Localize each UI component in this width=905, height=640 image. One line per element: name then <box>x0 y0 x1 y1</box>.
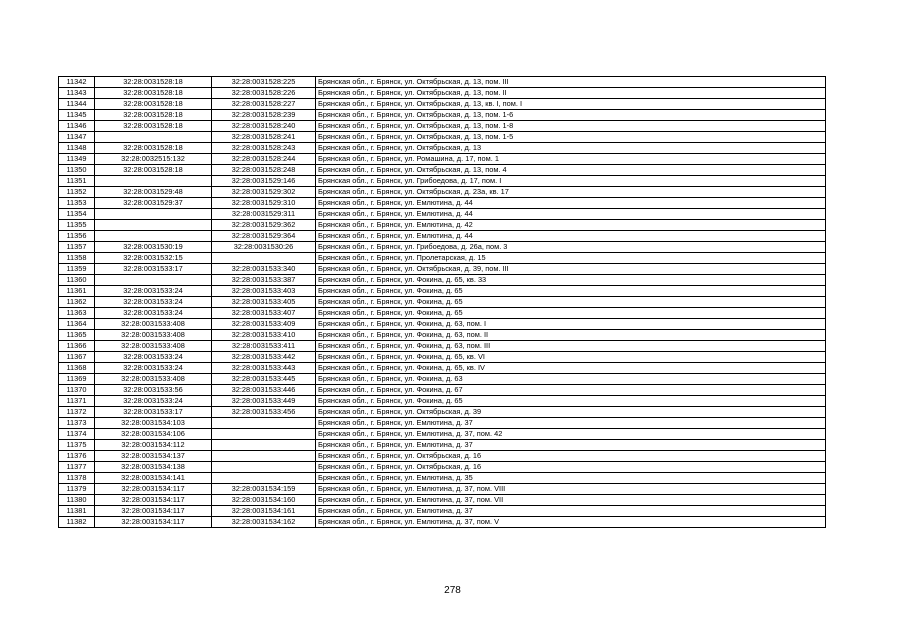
address-cell: Брянская обл., г. Брянск, ул. Емлютина, д. 37 <box>316 418 826 429</box>
object-number-cell <box>212 253 316 264</box>
row-number-cell: 11382 <box>59 517 95 528</box>
table-row <box>59 286 826 297</box>
address-cell: Брянская обл., г. Брянск, ул. Фокина, д. 63, пом. I <box>316 319 826 330</box>
table-row <box>59 506 826 517</box>
parcel-number-cell: 32:28:0031534:103 <box>95 418 212 429</box>
row-number-cell: 11375 <box>59 440 95 451</box>
parcel-number-cell: 32:28:0031533:408 <box>95 330 212 341</box>
address-cell: Брянская обл., г. Брянск, ул. Грибоедова, д. 26а, пом. 3 <box>316 242 826 253</box>
parcel-number-cell <box>95 209 212 220</box>
address-cell: Брянская обл., г. Брянск, ул. Емлютина, д. 37, пом. VII <box>316 495 826 506</box>
table-row <box>59 253 826 264</box>
object-number-cell <box>212 418 316 429</box>
object-number-cell: 32:28:0031533:446 <box>212 385 316 396</box>
object-number-cell: 32:28:0031530:26 <box>212 242 316 253</box>
table-row <box>59 341 826 352</box>
parcel-number-cell: 32:28:0031528:18 <box>95 110 212 121</box>
table-row <box>59 88 826 99</box>
parcel-number-cell: 32:28:0031534:117 <box>95 495 212 506</box>
row-number-cell: 11377 <box>59 462 95 473</box>
table-row <box>59 385 826 396</box>
parcel-number-cell: 32:28:0031534:117 <box>95 517 212 528</box>
address-cell: Брянская обл., г. Брянск, ул. Октябрьская, д. 13 <box>316 143 826 154</box>
table-row <box>59 143 826 154</box>
address-cell: Брянская обл., г. Брянск, ул. Октябрьская, д. 13, пом. II <box>316 88 826 99</box>
address-cell: Брянская обл., г. Брянск, ул. Фокина, д. 67 <box>316 385 826 396</box>
address-cell: Брянская обл., г. Брянск, ул. Октябрьская, д. 16 <box>316 462 826 473</box>
address-cell: Брянская обл., г. Брянск, ул. Фокина, д. 65 <box>316 286 826 297</box>
address-cell: Брянская обл., г. Брянск, ул. Октябрьская, д. 39 <box>316 407 826 418</box>
parcel-number-cell: 32:28:0031528:18 <box>95 165 212 176</box>
table-row <box>59 209 826 220</box>
object-number-cell: 32:28:0031533:442 <box>212 352 316 363</box>
table-row <box>59 517 826 528</box>
object-number-cell: 32:28:0031528:239 <box>212 110 316 121</box>
row-number-cell: 11360 <box>59 275 95 286</box>
row-number-cell: 11378 <box>59 473 95 484</box>
parcel-number-cell: 32:28:0031533:24 <box>95 286 212 297</box>
object-number-cell: 32:28:0031533:340 <box>212 264 316 275</box>
parcel-number-cell: 32:28:0031530:19 <box>95 242 212 253</box>
address-cell: Брянская обл., г. Брянск, ул. Емлютина, д. 37, пом. V <box>316 517 826 528</box>
row-number-cell: 11363 <box>59 308 95 319</box>
table-row <box>59 198 826 209</box>
parcel-number-cell <box>95 275 212 286</box>
object-number-cell: 32:28:0031529:302 <box>212 187 316 198</box>
row-number-cell: 11376 <box>59 451 95 462</box>
table-row <box>59 264 826 275</box>
row-number-cell: 11354 <box>59 209 95 220</box>
table-row <box>59 440 826 451</box>
parcel-number-cell: 32:28:0031533:24 <box>95 396 212 407</box>
table-row <box>59 418 826 429</box>
object-number-cell: 32:28:0031528:240 <box>212 121 316 132</box>
table-row <box>59 154 826 165</box>
parcel-number-cell: 32:28:0031534:106 <box>95 429 212 440</box>
address-cell: Брянская обл., г. Брянск, ул. Фокина, д. 65, кв. 33 <box>316 275 826 286</box>
table-row <box>59 187 826 198</box>
object-number-cell: 32:28:0031533:411 <box>212 341 316 352</box>
address-cell: Брянская обл., г. Брянск, ул. Емлютина, д. 44 <box>316 209 826 220</box>
row-number-cell: 11369 <box>59 374 95 385</box>
table-row <box>59 121 826 132</box>
object-number-cell: 32:28:0031533:456 <box>212 407 316 418</box>
parcel-number-cell: 32:28:0031533:408 <box>95 319 212 330</box>
table-row <box>59 473 826 484</box>
parcel-number-cell: 32:28:0031533:17 <box>95 264 212 275</box>
address-cell: Брянская обл., г. Брянск, ул. Октябрьская, д. 39, пом. III <box>316 264 826 275</box>
address-cell: Брянская обл., г. Брянск, ул. Емлютина, д. 44 <box>316 231 826 242</box>
parcel-number-cell: 32:28:0031533:24 <box>95 308 212 319</box>
parcel-number-cell: 32:28:0031534:117 <box>95 484 212 495</box>
parcel-number-cell: 32:28:0031528:18 <box>95 88 212 99</box>
row-number-cell: 11364 <box>59 319 95 330</box>
object-number-cell: 32:28:0031534:161 <box>212 506 316 517</box>
object-number-cell: 32:28:0031529:146 <box>212 176 316 187</box>
table-row <box>59 429 826 440</box>
address-cell: Брянская обл., г. Брянск, ул. Емлютина, д. 37 <box>316 506 826 517</box>
table-row <box>59 352 826 363</box>
table-row <box>59 110 826 121</box>
row-number-cell: 11381 <box>59 506 95 517</box>
object-number-cell <box>212 429 316 440</box>
table-row <box>59 132 826 143</box>
object-number-cell: 32:28:0031533:403 <box>212 286 316 297</box>
row-number-cell: 11372 <box>59 407 95 418</box>
object-number-cell <box>212 440 316 451</box>
object-number-cell: 32:28:0031533:407 <box>212 308 316 319</box>
address-cell: Брянская обл., г. Брянск, ул. Фокина, д. 65, кв. IV <box>316 363 826 374</box>
object-number-cell: 32:28:0031528:244 <box>212 154 316 165</box>
parcel-number-cell: 32:28:0031533:24 <box>95 297 212 308</box>
object-number-cell: 32:28:0031529:362 <box>212 220 316 231</box>
object-number-cell: 32:28:0031528:227 <box>212 99 316 110</box>
object-number-cell: 32:28:0031533:445 <box>212 374 316 385</box>
row-number-cell: 11346 <box>59 121 95 132</box>
row-number-cell: 11379 <box>59 484 95 495</box>
object-number-cell <box>212 462 316 473</box>
row-number-cell: 11351 <box>59 176 95 187</box>
address-cell: Брянская обл., г. Брянск, ул. Фокина, д. 63, пом. II <box>316 330 826 341</box>
cadastral-table <box>58 76 826 528</box>
address-cell: Брянская обл., г. Брянск, ул. Фокина, д. 63, пом. III <box>316 341 826 352</box>
table-row <box>59 407 826 418</box>
parcel-number-cell: 32:28:0031533:24 <box>95 363 212 374</box>
address-cell: Брянская обл., г. Брянск, ул. Емлютина, д. 44 <box>316 198 826 209</box>
table-row <box>59 495 826 506</box>
address-cell: Брянская обл., г. Брянск, ул. Фокина, д. 63 <box>316 374 826 385</box>
parcel-number-cell: 32:28:0031528:18 <box>95 77 212 88</box>
object-number-cell: 32:28:0031533:443 <box>212 363 316 374</box>
row-number-cell: 11361 <box>59 286 95 297</box>
row-number-cell: 11356 <box>59 231 95 242</box>
object-number-cell: 32:28:0031528:225 <box>212 77 316 88</box>
parcel-number-cell: 32:28:0031534:141 <box>95 473 212 484</box>
address-cell: Брянская обл., г. Брянск, ул. Фокина, д. 65 <box>316 308 826 319</box>
table-row <box>59 374 826 385</box>
parcel-number-cell: 32:28:0031534:137 <box>95 451 212 462</box>
address-cell: Брянская обл., г. Брянск, ул. Грибоедова, д. 17, пом. I <box>316 176 826 187</box>
table-row <box>59 330 826 341</box>
address-cell: Брянская обл., г. Брянск, ул. Фокина, д. 65, кв. VI <box>316 352 826 363</box>
object-number-cell: 32:28:0031534:160 <box>212 495 316 506</box>
row-number-cell: 11359 <box>59 264 95 275</box>
row-number-cell: 11344 <box>59 99 95 110</box>
parcel-number-cell: 32:28:0031528:18 <box>95 121 212 132</box>
row-number-cell: 11374 <box>59 429 95 440</box>
parcel-number-cell: 32:28:0031533:408 <box>95 341 212 352</box>
row-number-cell: 11349 <box>59 154 95 165</box>
object-number-cell: 32:28:0031533:449 <box>212 396 316 407</box>
row-number-cell: 11347 <box>59 132 95 143</box>
table-row <box>59 77 826 88</box>
address-cell: Брянская обл., г. Брянск, ул. Октябрьская, д. 13, пом. III <box>316 77 826 88</box>
row-number-cell: 11371 <box>59 396 95 407</box>
table-row <box>59 319 826 330</box>
object-number-cell: 32:28:0031528:243 <box>212 143 316 154</box>
row-number-cell: 11373 <box>59 418 95 429</box>
parcel-number-cell: 32:28:0031534:117 <box>95 506 212 517</box>
table-row <box>59 99 826 110</box>
parcel-number-cell <box>95 231 212 242</box>
object-number-cell: 32:28:0031528:241 <box>212 132 316 143</box>
address-cell: Брянская обл., г. Брянск, ул. Пролетарская, д. 15 <box>316 253 826 264</box>
address-cell: Брянская обл., г. Брянск, ул. Емлютина, д. 42 <box>316 220 826 231</box>
table-row <box>59 363 826 374</box>
object-number-cell: 32:28:0031533:409 <box>212 319 316 330</box>
object-number-cell: 32:28:0031533:387 <box>212 275 316 286</box>
object-number-cell: 32:28:0031529:364 <box>212 231 316 242</box>
page-number: 278 <box>444 585 461 596</box>
row-number-cell: 11342 <box>59 77 95 88</box>
object-number-cell: 32:28:0031534:162 <box>212 517 316 528</box>
address-cell: Брянская обл., г. Брянск, ул. Октябрьская, д. 13, пом. 1-8 <box>316 121 826 132</box>
table-row <box>59 242 826 253</box>
table-row <box>59 308 826 319</box>
row-number-cell: 11355 <box>59 220 95 231</box>
parcel-number-cell <box>95 176 212 187</box>
table-row <box>59 165 826 176</box>
address-cell: Брянская обл., г. Брянск, ул. Октябрьская, д. 13, пом. 1-5 <box>316 132 826 143</box>
row-number-cell: 11348 <box>59 143 95 154</box>
table-row <box>59 484 826 495</box>
parcel-number-cell: 32:28:0031528:18 <box>95 143 212 154</box>
object-number-cell: 32:28:0031529:311 <box>212 209 316 220</box>
table-row <box>59 231 826 242</box>
parcel-number-cell: 32:28:0031533:56 <box>95 385 212 396</box>
row-number-cell: 11358 <box>59 253 95 264</box>
address-cell: Брянская обл., г. Брянск, ул. Емлютина, д. 37 <box>316 440 826 451</box>
parcel-number-cell <box>95 132 212 143</box>
address-cell: Брянская обл., г. Брянск, ул. Фокина, д. 65 <box>316 396 826 407</box>
parcel-number-cell: 32:28:0031534:138 <box>95 462 212 473</box>
row-number-cell: 11345 <box>59 110 95 121</box>
parcel-number-cell: 32:28:0031529:48 <box>95 187 212 198</box>
parcel-number-cell: 32:28:0031532:15 <box>95 253 212 264</box>
table-row <box>59 220 826 231</box>
address-cell: Брянская обл., г. Брянск, ул. Фокина, д. 65 <box>316 297 826 308</box>
object-number-cell: 32:28:0031528:248 <box>212 165 316 176</box>
row-number-cell: 11370 <box>59 385 95 396</box>
parcel-number-cell: 32:28:0031534:112 <box>95 440 212 451</box>
row-number-cell: 11362 <box>59 297 95 308</box>
object-number-cell <box>212 473 316 484</box>
row-number-cell: 11352 <box>59 187 95 198</box>
row-number-cell: 11353 <box>59 198 95 209</box>
address-cell: Брянская обл., г. Брянск, ул. Октябрьская, д. 13, кв. I, пом. I <box>316 99 826 110</box>
address-cell: Брянская обл., г. Брянск, ул. Октябрьская, д. 23а, кв. 17 <box>316 187 826 198</box>
object-number-cell: 32:28:0031533:405 <box>212 297 316 308</box>
object-number-cell: 32:28:0031534:159 <box>212 484 316 495</box>
row-number-cell: 11366 <box>59 341 95 352</box>
table-row <box>59 176 826 187</box>
row-number-cell: 11367 <box>59 352 95 363</box>
parcel-number-cell: 32:28:0031529:37 <box>95 198 212 209</box>
parcel-number-cell: 32:28:0031533:408 <box>95 374 212 385</box>
row-number-cell: 11365 <box>59 330 95 341</box>
address-cell: Брянская обл., г. Брянск, ул. Октябрьская, д. 13, пом. 1-6 <box>316 110 826 121</box>
address-cell: Брянская обл., г. Брянск, ул. Емлютина, д. 37, пом. VIII <box>316 484 826 495</box>
address-cell: Брянская обл., г. Брянск, ул. Емлютина, д. 37, пом. 42 <box>316 429 826 440</box>
table-row <box>59 462 826 473</box>
table-body <box>59 77 826 528</box>
table-row <box>59 297 826 308</box>
row-number-cell: 11380 <box>59 495 95 506</box>
object-number-cell: 32:28:0031528:226 <box>212 88 316 99</box>
row-number-cell: 11357 <box>59 242 95 253</box>
address-cell: Брянская обл., г. Брянск, ул. Ромашина, д. 17, пом. 1 <box>316 154 826 165</box>
parcel-number-cell <box>95 220 212 231</box>
table-row <box>59 275 826 286</box>
object-number-cell: 32:28:0031529:310 <box>212 198 316 209</box>
table-row <box>59 396 826 407</box>
object-number-cell <box>212 451 316 462</box>
row-number-cell: 11343 <box>59 88 95 99</box>
address-cell: Брянская обл., г. Брянск, ул. Октябрьская, д. 16 <box>316 451 826 462</box>
parcel-number-cell: 32:28:0031533:24 <box>95 352 212 363</box>
parcel-number-cell: 32:28:0031528:18 <box>95 99 212 110</box>
address-cell: Брянская обл., г. Брянск, ул. Октябрьская, д. 13, пом. 4 <box>316 165 826 176</box>
object-number-cell: 32:28:0031533:410 <box>212 330 316 341</box>
table-row <box>59 451 826 462</box>
row-number-cell: 11368 <box>59 363 95 374</box>
address-cell: Брянская обл., г. Брянск, ул. Емлютина, д. 35 <box>316 473 826 484</box>
parcel-number-cell: 32:28:0031533:17 <box>95 407 212 418</box>
row-number-cell: 11350 <box>59 165 95 176</box>
parcel-number-cell: 32:28:0032515:132 <box>95 154 212 165</box>
